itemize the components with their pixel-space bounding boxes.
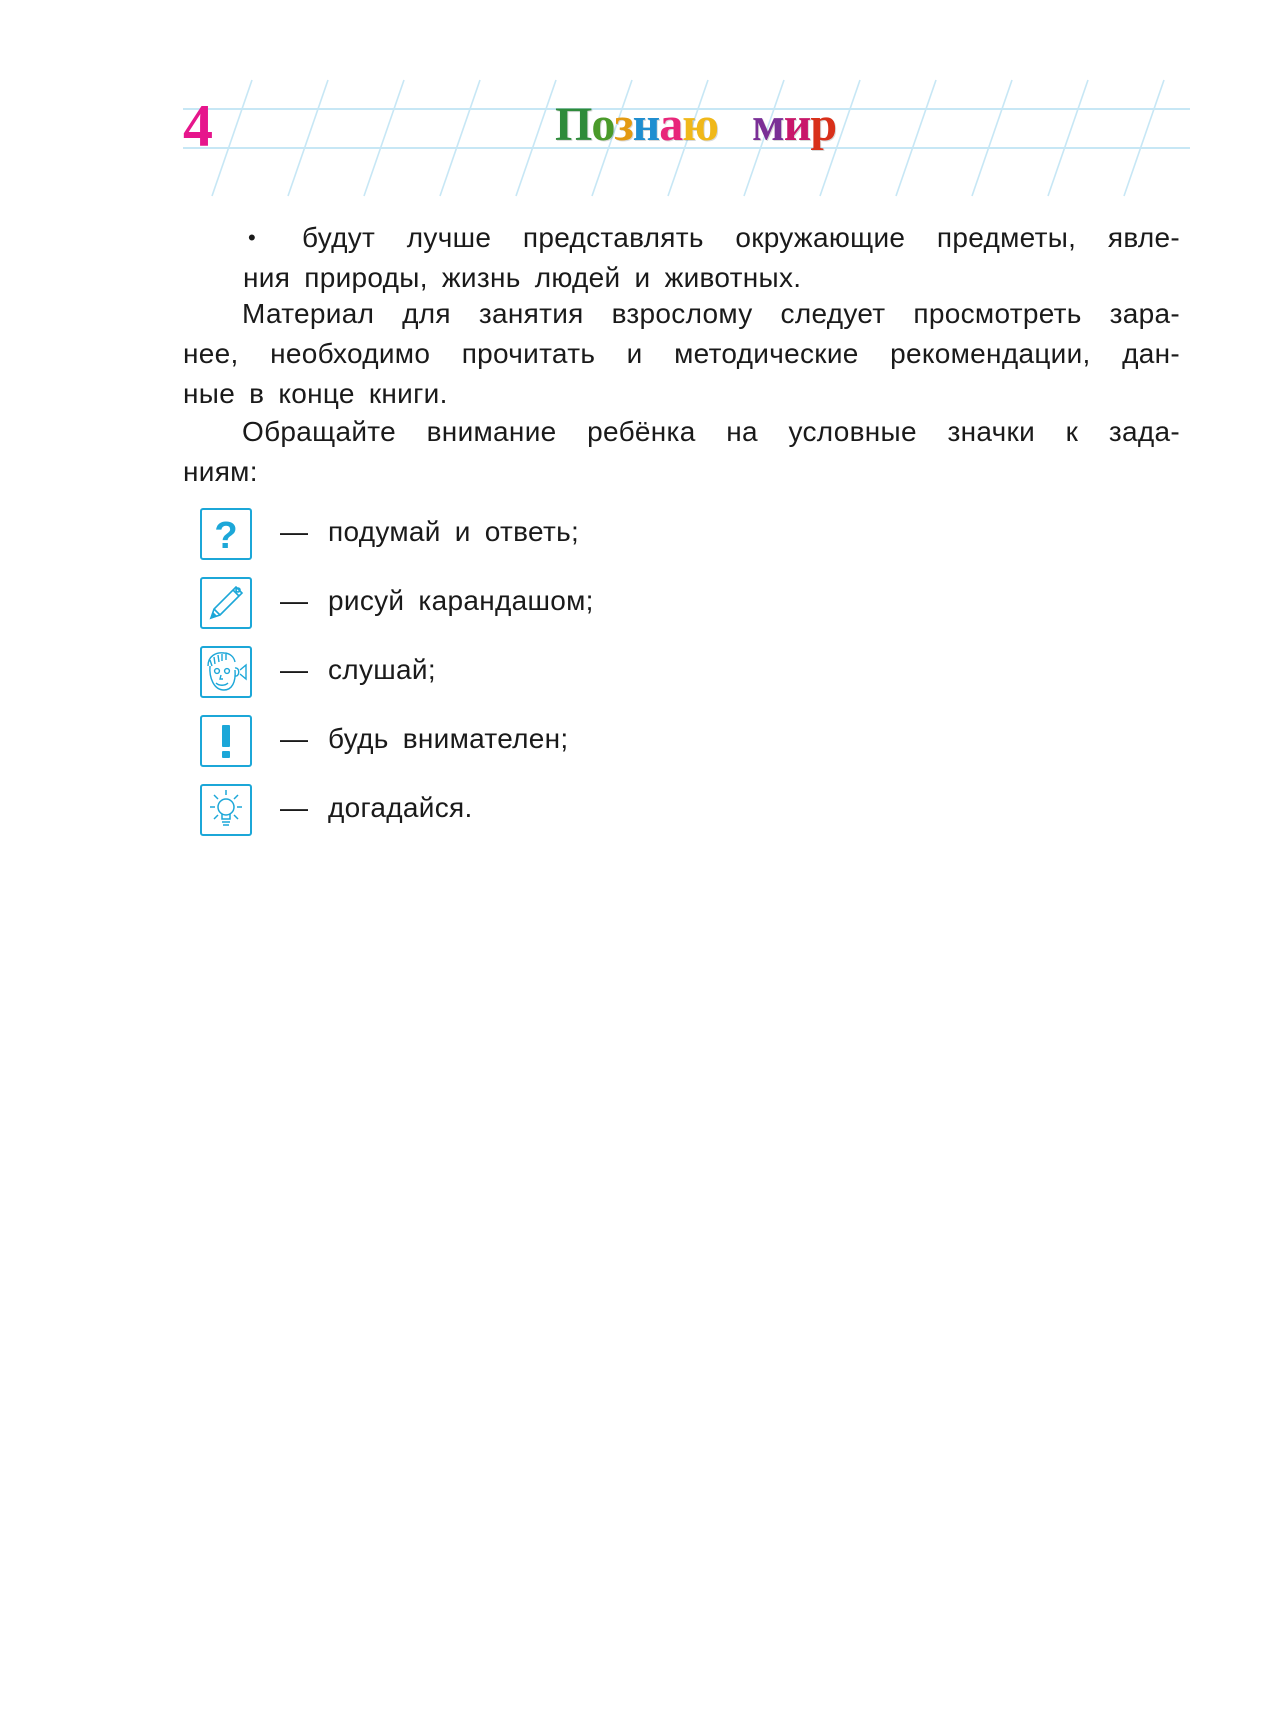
title-letter: и (783, 98, 811, 151)
title-letter: м (751, 98, 784, 151)
bullet-line-1: будут лучше представлять окружающие предметы, явле- (302, 222, 1180, 253)
paragraph-icons-line-1: Обращайте внимание ребёнка на условные значки к зада- (242, 416, 1180, 447)
legend-item-think (200, 508, 900, 566)
exclamation-icon (200, 715, 252, 767)
legend-dash: — (280, 654, 308, 685)
listening-face-icon (200, 646, 252, 698)
question-icon (200, 508, 252, 560)
title-letter: ю (682, 98, 718, 151)
legend-label: догадайся. (328, 792, 473, 823)
paragraph-material (183, 294, 1180, 414)
title-letter: р (810, 98, 837, 151)
legend-item-listen (200, 646, 900, 704)
legend-item-guess (200, 784, 900, 842)
legend-dash: — (280, 516, 308, 547)
legend-item-attention (200, 715, 900, 773)
svg-text:?: ? (214, 515, 238, 557)
bullet-mark: • (248, 225, 256, 250)
legend-dash: — (280, 723, 308, 754)
paragraph-material-line-3: ные в конце книги. (183, 378, 448, 409)
legend-item-draw (200, 577, 900, 635)
legend-label: рисуй карандашом; (328, 585, 594, 616)
paragraph-icons-line-2: ниям: (183, 456, 258, 487)
title-letter: н (632, 98, 660, 151)
legend-label: подумай и ответь; (328, 516, 580, 547)
title-letter: П (555, 98, 592, 151)
page-title (555, 98, 837, 151)
title-letter: о (591, 98, 615, 151)
legend-label: слушай; (328, 654, 436, 685)
pencil-icon (200, 577, 252, 629)
legend-label: будь внимателен; (328, 723, 569, 754)
paragraph-icons-intro (183, 412, 1180, 492)
page-number: 4 (183, 93, 213, 159)
paragraph-material-line-2: нее, необходимо прочитать и методические рекомендации, дан- (183, 338, 1180, 369)
bullet-item (243, 218, 1180, 298)
legend-dash: — (280, 585, 308, 616)
paragraph-material-line-1: Материал для занятия взрослому следует просмотреть зара- (242, 298, 1180, 329)
lightbulb-icon (200, 784, 252, 836)
bullet-line-2: ния природы, жизнь людей и животных. (243, 262, 802, 293)
page-header (0, 0, 1270, 210)
title-letter: з (614, 98, 633, 151)
legend-dash: — (280, 792, 308, 823)
title-letter: а (659, 98, 683, 151)
